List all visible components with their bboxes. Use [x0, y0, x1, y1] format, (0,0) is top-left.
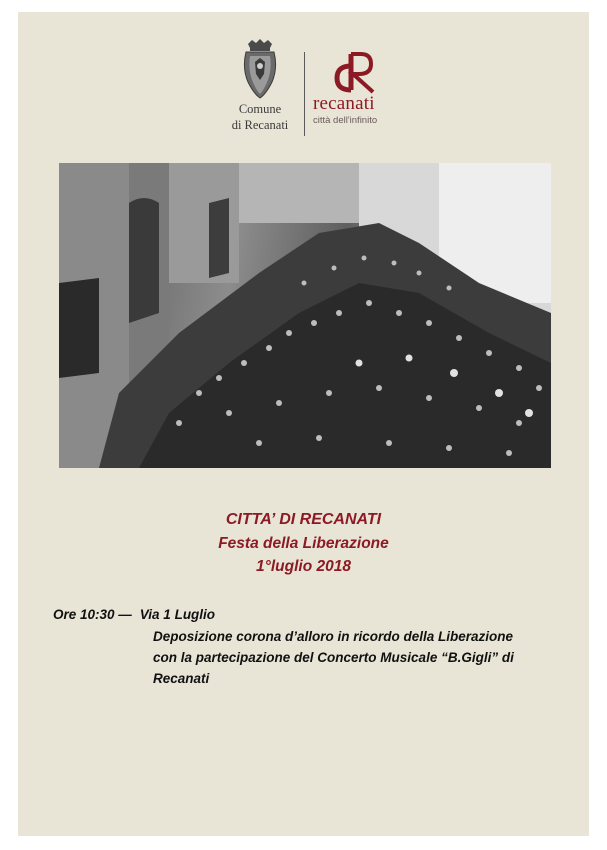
- recanati-brand-logo: [313, 50, 423, 126]
- event-subtitle: Festa della Liberazione: [218, 535, 389, 552]
- event-date: 1°luglio 2018: [256, 558, 351, 575]
- program-time-place: [53, 606, 573, 623]
- brand-name: recanati: [313, 93, 375, 114]
- program-description-line3: Recanati: [153, 671, 210, 686]
- program-description-line1: Deposizione corona d’alloro in ricordo della Liberazione: [153, 629, 514, 644]
- program-entry: [53, 606, 573, 689]
- program-place: Via 1 Luglio: [139, 607, 216, 622]
- program-description-line2: con la partecipazione del Concerto Musicale “B.Gigli” di: [153, 650, 514, 665]
- program-time: Ore 10:30 —: [53, 607, 132, 622]
- crowd-photo-icon: [59, 163, 551, 468]
- logo-divider: [304, 52, 305, 136]
- comune-logo: [215, 38, 305, 132]
- event-title-block: [18, 510, 589, 577]
- program-description: [153, 626, 573, 689]
- recanati-monogram-icon: [331, 50, 377, 94]
- comune-name-line1: Comune: [238, 102, 282, 116]
- event-title: CITTA’ DI RECANATI: [225, 511, 382, 528]
- coat-of-arms-icon: [240, 38, 280, 100]
- historic-crowd-photo: [59, 163, 551, 468]
- brand-tagline: città dell'infinito: [313, 115, 378, 126]
- comune-name-line2: di Recanati: [231, 118, 289, 132]
